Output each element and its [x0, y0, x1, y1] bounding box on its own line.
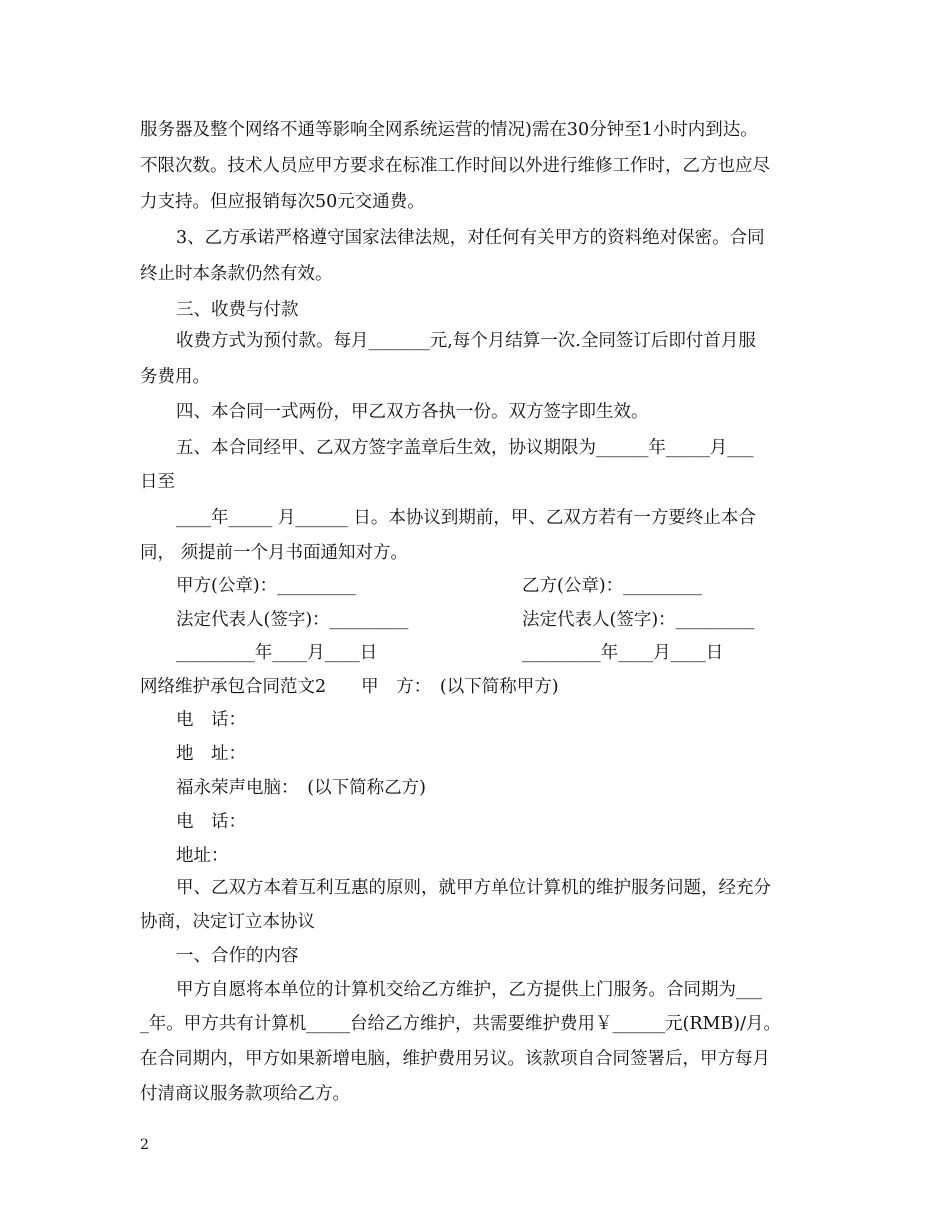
- party-b-name: 福永荣声电脑： (以下简称乙方): [176, 778, 426, 798]
- paragraph-line: 终止时本条款仍然有效。: [140, 264, 333, 284]
- party-a-representative: 法定代表人(签字)：_________: [176, 610, 409, 630]
- section-heading-term: 五、本合同经甲、乙双方签字盖章后生效，协议期限为______年_____月___: [176, 438, 754, 458]
- party-a-seal: 甲方(公章)：_________: [176, 576, 356, 596]
- paragraph-line: 不限次数。技术人员应甲方要求在标准工作时间以外进行维修工作时，乙方也应尽: [140, 156, 770, 176]
- page-number: 2: [140, 1137, 149, 1153]
- paragraph-line: 在合同期内，甲方如果新增电脑，维护费用另议。该款项自合同签署后，甲方每月: [140, 1049, 770, 1069]
- party-a-date: _________年____月____日: [176, 643, 378, 663]
- paragraph-line: ____年_____ 月______ 日。本协议到期前，甲、乙双方若有一方要终止本合: [176, 508, 756, 528]
- section-heading-fees: 三、收费与付款: [176, 300, 299, 320]
- party-a-address: 地 址：: [176, 744, 246, 764]
- party-b-phone: 电 话：: [176, 812, 246, 832]
- paragraph-line: _年。甲方共有计算机_____台给乙方维护，共需要维护费用￥______元(RMB)/月。: [140, 1014, 782, 1034]
- paragraph-line: 服务器及整个网络不通等影响全网系统运营的情况)需在30分钟至1小时内到达。: [140, 120, 758, 140]
- section-heading-copies: 四、本合同一式两份，甲乙双方各执一份。双方签字即生效。: [176, 402, 649, 422]
- party-b-address: 地址：: [176, 846, 229, 866]
- section-heading-cooperation: 一、合作的内容: [176, 946, 299, 966]
- contract-title-2: 网络维护承包合同范文2 甲 方： (以下简称甲方): [140, 677, 559, 697]
- paragraph-line: 协商，决定订立本协议: [140, 912, 315, 932]
- paragraph-line: 甲方自愿将本单位的计算机交给乙方维护，乙方提供上门服务。合同期为___: [176, 980, 763, 1000]
- paragraph-line: 付清商议服务款项给乙方。: [140, 1084, 350, 1104]
- paragraph-line: 力支持。但应报销每次50元交通费。: [140, 192, 425, 212]
- paragraph-line: 同， 须提前一个月书面通知对方。: [140, 543, 409, 563]
- paragraph-line: 收费方式为预付款。每月_______元,每个月结算一次.全同签订后即付首月服: [176, 331, 756, 351]
- paragraph-line: 日至: [140, 472, 175, 492]
- clause-3-line: 3、乙方承诺严格遵守国家法律法规，对任何有关甲方的资料绝对保密。合同: [176, 228, 765, 248]
- party-b-representative: 法定代表人(签字)：_________: [522, 610, 755, 630]
- party-b-date: _________年____月____日: [522, 643, 724, 663]
- party-a-phone: 电 话：: [176, 710, 246, 730]
- paragraph-line: 甲、乙双方本着互利互惠的原则，就甲方单位计算机的维护服务问题，经充分: [176, 878, 771, 898]
- party-b-seal: 乙方(公章)：_________: [522, 576, 702, 596]
- paragraph-line: 务费用。: [140, 367, 210, 387]
